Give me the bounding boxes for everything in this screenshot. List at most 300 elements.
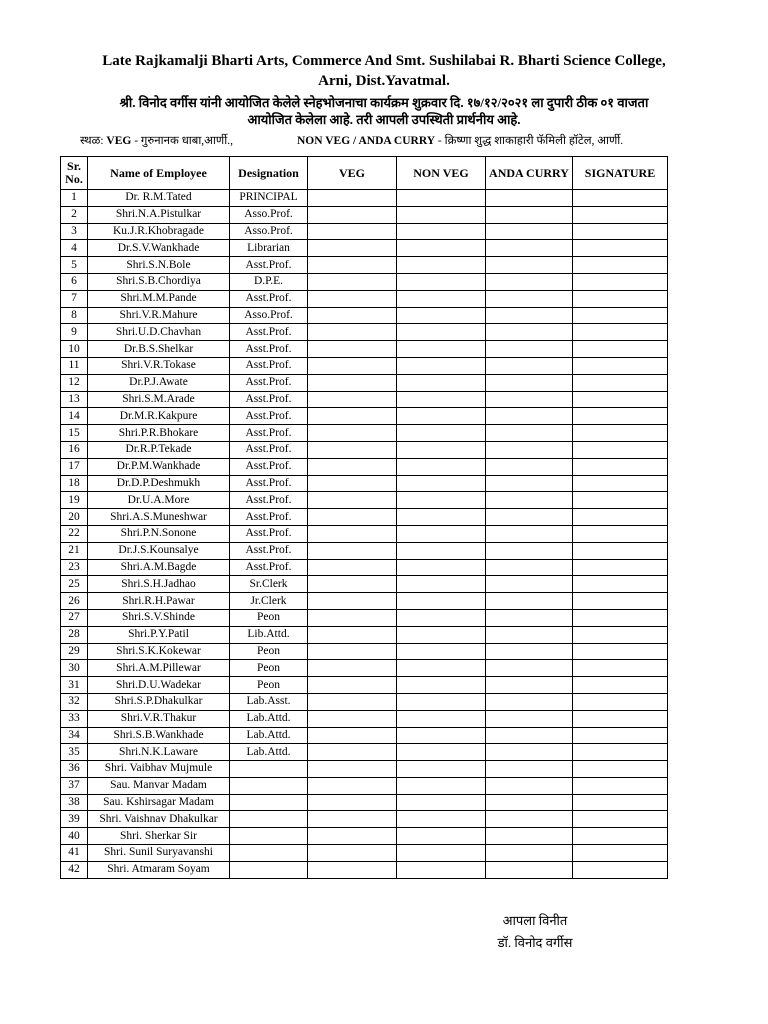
- cell-veg[interactable]: [308, 341, 397, 358]
- cell-signature[interactable]: [573, 257, 668, 274]
- cell-sr-no: 32: [61, 693, 88, 710]
- cell-veg[interactable]: [308, 542, 397, 559]
- cell-veg[interactable]: [308, 861, 397, 878]
- cell-signature[interactable]: [573, 324, 668, 341]
- cell-sr-no: 30: [61, 660, 88, 677]
- table-row: [61, 525, 668, 542]
- cell-sr-no: 20: [61, 509, 88, 526]
- cell-veg[interactable]: [308, 290, 397, 307]
- cell-signature[interactable]: [573, 559, 668, 576]
- cell-signature[interactable]: [573, 307, 668, 324]
- cell-anda-curry[interactable]: [486, 273, 573, 290]
- cell-anda-curry[interactable]: [486, 861, 573, 878]
- cell-veg[interactable]: [308, 559, 397, 576]
- table-row: [61, 425, 668, 442]
- cell-name: Sau. Kshirsagar Madam: [88, 794, 230, 811]
- cell-veg[interactable]: [308, 458, 397, 475]
- signoff-name: डॉ. विनोद वर्गीस: [497, 935, 573, 950]
- cell-veg[interactable]: [308, 576, 397, 593]
- cell-signature[interactable]: [573, 509, 668, 526]
- cell-signature[interactable]: [573, 677, 668, 694]
- cell-veg[interactable]: [308, 744, 397, 761]
- cell-sr-no: 25: [61, 576, 88, 593]
- table-row: [61, 475, 668, 492]
- cell-nonveg[interactable]: [397, 492, 486, 509]
- cell-signature[interactable]: [573, 425, 668, 442]
- cell-nonveg[interactable]: [397, 794, 486, 811]
- cell-name: Shri.A.S.Muneshwar: [88, 509, 230, 526]
- cell-anda-curry[interactable]: [486, 257, 573, 274]
- cell-nonveg[interactable]: [397, 341, 486, 358]
- cell-sr-no: 39: [61, 811, 88, 828]
- cell-anda-curry[interactable]: [486, 441, 573, 458]
- cell-signature[interactable]: [573, 223, 668, 240]
- cell-anda-curry[interactable]: [486, 845, 573, 862]
- venue-veg-label: VEG: [106, 135, 132, 147]
- cell-veg[interactable]: [308, 441, 397, 458]
- cell-anda-curry[interactable]: [486, 727, 573, 744]
- cell-sr-no: 18: [61, 475, 88, 492]
- cell-anda-curry[interactable]: [486, 643, 573, 660]
- cell-nonveg[interactable]: [397, 441, 486, 458]
- cell-veg[interactable]: [308, 408, 397, 425]
- table-row: [61, 223, 668, 240]
- cell-veg[interactable]: [308, 357, 397, 374]
- cell-sr-no: 1: [61, 190, 88, 207]
- cell-signature[interactable]: [573, 206, 668, 223]
- table-row: [61, 845, 668, 862]
- cell-name: Dr.S.V.Wankhade: [88, 240, 230, 257]
- cell-anda-curry[interactable]: [486, 492, 573, 509]
- cell-anda-curry[interactable]: [486, 576, 573, 593]
- cell-nonveg[interactable]: [397, 693, 486, 710]
- cell-signature[interactable]: [573, 794, 668, 811]
- cell-anda-curry[interactable]: [486, 391, 573, 408]
- table-row: [61, 257, 668, 274]
- header-name: Name of Employee: [88, 157, 230, 190]
- cell-nonveg[interactable]: [397, 273, 486, 290]
- cell-name: Shri.R.H.Pawar: [88, 593, 230, 610]
- table-row: [61, 509, 668, 526]
- cell-name: Shri.A.M.Pillewar: [88, 660, 230, 677]
- cell-designation: Asst.Prof.: [230, 441, 308, 458]
- cell-designation: [230, 761, 308, 778]
- cell-veg[interactable]: [308, 677, 397, 694]
- cell-name: Dr.P.M.Wankhade: [88, 458, 230, 475]
- cell-name: Shri.S.P.Dhakulkar: [88, 693, 230, 710]
- cell-veg[interactable]: [308, 761, 397, 778]
- cell-nonveg[interactable]: [397, 525, 486, 542]
- table-row: [61, 576, 668, 593]
- table-row: [61, 391, 668, 408]
- cell-sr-no: 7: [61, 290, 88, 307]
- cell-veg[interactable]: [308, 525, 397, 542]
- cell-sr-no: 38: [61, 794, 88, 811]
- cell-nonveg[interactable]: [397, 559, 486, 576]
- cell-nonveg[interactable]: [397, 240, 486, 257]
- cell-designation: PRINCIPAL: [230, 190, 308, 207]
- cell-sr-no: 42: [61, 861, 88, 878]
- cell-designation: Lib.Attd.: [230, 626, 308, 643]
- cell-anda-curry[interactable]: [486, 744, 573, 761]
- cell-designation: [230, 777, 308, 794]
- cell-sr-no: 11: [61, 357, 88, 374]
- cell-anda-curry[interactable]: [486, 408, 573, 425]
- cell-signature[interactable]: [573, 593, 668, 610]
- table-row: [61, 727, 668, 744]
- cell-nonveg[interactable]: [397, 576, 486, 593]
- cell-name: Shri.S.M.Arade: [88, 391, 230, 408]
- cell-anda-curry[interactable]: [486, 811, 573, 828]
- cell-anda-curry[interactable]: [486, 357, 573, 374]
- cell-name: Shri.P.Y.Patil: [88, 626, 230, 643]
- cell-nonveg[interactable]: [397, 408, 486, 425]
- cell-veg[interactable]: [308, 240, 397, 257]
- cell-nonveg[interactable]: [397, 845, 486, 862]
- cell-anda-curry[interactable]: [486, 710, 573, 727]
- cell-signature[interactable]: [573, 744, 668, 761]
- cell-veg[interactable]: [308, 593, 397, 610]
- cell-anda-curry[interactable]: [486, 290, 573, 307]
- cell-name: Dr. R.M.Tated: [88, 190, 230, 207]
- cell-sr-no: 37: [61, 777, 88, 794]
- table-row: [61, 542, 668, 559]
- cell-signature[interactable]: [573, 660, 668, 677]
- cell-name: Dr.P.J.Awate: [88, 374, 230, 391]
- cell-nonveg[interactable]: [397, 593, 486, 610]
- table-row: [61, 408, 668, 425]
- cell-nonveg[interactable]: [397, 307, 486, 324]
- cell-sr-no: 2: [61, 206, 88, 223]
- cell-signature[interactable]: [573, 811, 668, 828]
- cell-signature[interactable]: [573, 643, 668, 660]
- cell-name: Shri.V.R.Mahure: [88, 307, 230, 324]
- cell-sr-no: 28: [61, 626, 88, 643]
- header-nonveg: NON VEG: [397, 157, 486, 190]
- table-row: [61, 811, 668, 828]
- cell-anda-curry[interactable]: [486, 341, 573, 358]
- cell-anda-curry[interactable]: [486, 693, 573, 710]
- table-row: [61, 626, 668, 643]
- cell-name: Shri.N.K.Laware: [88, 744, 230, 761]
- cell-signature[interactable]: [573, 391, 668, 408]
- cell-signature[interactable]: [573, 357, 668, 374]
- cell-anda-curry[interactable]: [486, 777, 573, 794]
- cell-designation: Asst.Prof.: [230, 425, 308, 442]
- cell-veg[interactable]: [308, 828, 397, 845]
- header-designation: Designation: [230, 157, 308, 190]
- cell-designation: Asst.Prof.: [230, 542, 308, 559]
- college-title-line2: Arni, Dist.Yavatmal.: [318, 73, 450, 89]
- cell-veg[interactable]: [308, 727, 397, 744]
- cell-signature[interactable]: [573, 542, 668, 559]
- cell-veg[interactable]: [308, 609, 397, 626]
- cell-sr-no: 8: [61, 307, 88, 324]
- cell-name: Dr.R.P.Tekade: [88, 441, 230, 458]
- cell-anda-curry[interactable]: [486, 828, 573, 845]
- cell-signature[interactable]: [573, 240, 668, 257]
- cell-anda-curry[interactable]: [486, 542, 573, 559]
- cell-designation: Asso.Prof.: [230, 223, 308, 240]
- cell-sr-no: 13: [61, 391, 88, 408]
- cell-nonveg[interactable]: [397, 710, 486, 727]
- cell-veg[interactable]: [308, 710, 397, 727]
- cell-signature[interactable]: [573, 374, 668, 391]
- cell-name: Shri.U.D.Chavhan: [88, 324, 230, 341]
- cell-name: Dr.J.S.Kounsalye: [88, 542, 230, 559]
- cell-signature[interactable]: [573, 693, 668, 710]
- cell-signature[interactable]: [573, 710, 668, 727]
- cell-designation: D.P.E.: [230, 273, 308, 290]
- cell-signature[interactable]: [573, 408, 668, 425]
- cell-designation: Asst.Prof.: [230, 257, 308, 274]
- cell-signature[interactable]: [573, 727, 668, 744]
- cell-nonveg[interactable]: [397, 626, 486, 643]
- cell-signature[interactable]: [573, 845, 668, 862]
- table-row: [61, 341, 668, 358]
- cell-designation: Lab.Asst.: [230, 693, 308, 710]
- cell-nonveg[interactable]: [397, 643, 486, 660]
- cell-sr-no: 23: [61, 559, 88, 576]
- cell-designation: [230, 845, 308, 862]
- cell-sr-no: 33: [61, 710, 88, 727]
- cell-signature[interactable]: [573, 626, 668, 643]
- cell-signature[interactable]: [573, 525, 668, 542]
- cell-veg[interactable]: [308, 475, 397, 492]
- cell-nonveg[interactable]: [397, 609, 486, 626]
- cell-name: Shri.P.N.Sonone: [88, 525, 230, 542]
- cell-anda-curry[interactable]: [486, 677, 573, 694]
- table-row: [61, 290, 668, 307]
- table-row: [61, 777, 668, 794]
- cell-anda-curry[interactable]: [486, 240, 573, 257]
- cell-nonveg[interactable]: [397, 861, 486, 878]
- cell-sr-no: 9: [61, 324, 88, 341]
- cell-nonveg[interactable]: [397, 374, 486, 391]
- cell-anda-curry[interactable]: [486, 425, 573, 442]
- cell-nonveg[interactable]: [397, 509, 486, 526]
- cell-veg[interactable]: [308, 811, 397, 828]
- cell-veg[interactable]: [308, 660, 397, 677]
- venue-veg: [80, 134, 233, 148]
- cell-designation: Asst.Prof.: [230, 391, 308, 408]
- cell-anda-curry[interactable]: [486, 374, 573, 391]
- header-veg: VEG: [308, 157, 397, 190]
- cell-nonveg[interactable]: [397, 357, 486, 374]
- cell-anda-curry[interactable]: [486, 509, 573, 526]
- cell-designation: Asso.Prof.: [230, 307, 308, 324]
- cell-signature[interactable]: [573, 761, 668, 778]
- cell-designation: Asst.Prof.: [230, 357, 308, 374]
- table-row: [61, 374, 668, 391]
- cell-designation: Lab.Attd.: [230, 744, 308, 761]
- table-row: [61, 307, 668, 324]
- cell-designation: Asst.Prof.: [230, 374, 308, 391]
- cell-veg[interactable]: [308, 509, 397, 526]
- cell-name: Shri.S.N.Bole: [88, 257, 230, 274]
- cell-name: Shri.A.M.Bagde: [88, 559, 230, 576]
- invitation-notice: [0, 94, 768, 128]
- table-row: [61, 492, 668, 509]
- cell-anda-curry[interactable]: [486, 609, 573, 626]
- cell-veg[interactable]: [308, 693, 397, 710]
- invitation-notice-line2: आयोजित केलेला आहे. तरी आपली उपस्थिती प्रार्थनीय आहे.: [247, 112, 521, 127]
- header-sr-no: Sr. No.: [61, 157, 88, 190]
- cell-nonveg[interactable]: [397, 660, 486, 677]
- cell-nonveg[interactable]: [397, 458, 486, 475]
- cell-veg[interactable]: [308, 324, 397, 341]
- cell-signature[interactable]: [573, 861, 668, 878]
- cell-name: Shri.P.R.Bhokare: [88, 425, 230, 442]
- cell-sr-no: 35: [61, 744, 88, 761]
- table-body: [61, 190, 668, 879]
- cell-designation: Asst.Prof.: [230, 458, 308, 475]
- cell-name: Shri.S.H.Jadhao: [88, 576, 230, 593]
- cell-veg[interactable]: [308, 643, 397, 660]
- cell-nonveg[interactable]: [397, 223, 486, 240]
- table-row: [61, 324, 668, 341]
- cell-veg[interactable]: [308, 794, 397, 811]
- cell-sr-no: 4: [61, 240, 88, 257]
- cell-signature[interactable]: [573, 576, 668, 593]
- cell-nonveg[interactable]: [397, 290, 486, 307]
- cell-veg[interactable]: [308, 845, 397, 862]
- cell-nonveg[interactable]: [397, 727, 486, 744]
- cell-signature[interactable]: [573, 777, 668, 794]
- cell-anda-curry[interactable]: [486, 593, 573, 610]
- cell-nonveg[interactable]: [397, 475, 486, 492]
- cell-nonveg[interactable]: [397, 777, 486, 794]
- cell-sr-no: 10: [61, 341, 88, 358]
- cell-nonveg[interactable]: [397, 190, 486, 207]
- venue-nonveg: [297, 134, 623, 148]
- cell-designation: Peon: [230, 660, 308, 677]
- cell-anda-curry[interactable]: [486, 761, 573, 778]
- table-row: [61, 761, 668, 778]
- cell-nonveg[interactable]: [397, 391, 486, 408]
- signoff-line1: आपला विनीत: [502, 913, 568, 928]
- cell-veg[interactable]: [308, 492, 397, 509]
- cell-designation: Asst.Prof.: [230, 290, 308, 307]
- venue-veg-text: - गुरुनानक धाबा,आर्णी.,: [131, 135, 233, 147]
- table-row: [61, 593, 668, 610]
- cell-veg[interactable]: [308, 626, 397, 643]
- cell-designation: Librarian: [230, 240, 308, 257]
- cell-nonveg[interactable]: [397, 425, 486, 442]
- cell-anda-curry[interactable]: [486, 626, 573, 643]
- cell-nonveg[interactable]: [397, 744, 486, 761]
- table-row: [61, 458, 668, 475]
- cell-name: Ku.J.R.Khobragade: [88, 223, 230, 240]
- cell-name: Shri.S.K.Kokewar: [88, 643, 230, 660]
- cell-sr-no: 41: [61, 845, 88, 862]
- cell-designation: Asst.Prof.: [230, 341, 308, 358]
- table-row: [61, 609, 668, 626]
- cell-veg[interactable]: [308, 190, 397, 207]
- cell-signature[interactable]: [573, 458, 668, 475]
- cell-anda-curry[interactable]: [486, 794, 573, 811]
- cell-veg[interactable]: [308, 307, 397, 324]
- cell-designation: Peon: [230, 643, 308, 660]
- venue-nonveg-label: NON VEG / ANDA CURRY: [297, 135, 436, 147]
- cell-nonveg[interactable]: [397, 761, 486, 778]
- table-row: [61, 677, 668, 694]
- venue-nonveg-text: - क्रिष्णा शुद्ध शाकाहारी फॅमिली हॉटेल, आर्णी.: [435, 135, 624, 147]
- cell-nonveg[interactable]: [397, 677, 486, 694]
- cell-veg[interactable]: [308, 206, 397, 223]
- cell-veg[interactable]: [308, 425, 397, 442]
- cell-sr-no: 16: [61, 441, 88, 458]
- cell-signature[interactable]: [573, 341, 668, 358]
- cell-signature[interactable]: [573, 273, 668, 290]
- cell-designation: Lab.Attd.: [230, 710, 308, 727]
- cell-signature[interactable]: [573, 609, 668, 626]
- cell-veg[interactable]: [308, 223, 397, 240]
- cell-veg[interactable]: [308, 257, 397, 274]
- cell-sr-no: 17: [61, 458, 88, 475]
- cell-anda-curry[interactable]: [486, 223, 573, 240]
- cell-veg[interactable]: [308, 777, 397, 794]
- table-row: [61, 240, 668, 257]
- header-signature: SIGNATURE: [573, 157, 668, 190]
- cell-veg[interactable]: [308, 374, 397, 391]
- cell-nonveg[interactable]: [397, 324, 486, 341]
- cell-name: Shri.V.R.Tokase: [88, 357, 230, 374]
- cell-name: Sau. Manvar Madam: [88, 777, 230, 794]
- cell-signature[interactable]: [573, 190, 668, 207]
- cell-signature[interactable]: [573, 475, 668, 492]
- cell-designation: Lab.Attd.: [230, 727, 308, 744]
- cell-signature[interactable]: [573, 290, 668, 307]
- cell-sr-no: 36: [61, 761, 88, 778]
- cell-name: Shri.S.B.Wankhade: [88, 727, 230, 744]
- cell-anda-curry[interactable]: [486, 206, 573, 223]
- cell-sr-no: 14: [61, 408, 88, 425]
- cell-nonveg[interactable]: [397, 542, 486, 559]
- cell-signature[interactable]: [573, 441, 668, 458]
- cell-sr-no: 6: [61, 273, 88, 290]
- cell-sr-no: 34: [61, 727, 88, 744]
- cell-anda-curry[interactable]: [486, 307, 573, 324]
- cell-anda-curry[interactable]: [486, 458, 573, 475]
- cell-sr-no: 22: [61, 525, 88, 542]
- cell-veg[interactable]: [308, 391, 397, 408]
- cell-anda-curry[interactable]: [486, 475, 573, 492]
- cell-signature[interactable]: [573, 828, 668, 845]
- cell-name: Shri.D.U.Wadekar: [88, 677, 230, 694]
- cell-designation: [230, 828, 308, 845]
- venue-prefix: स्थळ:: [80, 135, 107, 147]
- cell-name: Dr.M.R.Kakpure: [88, 408, 230, 425]
- cell-anda-curry[interactable]: [486, 324, 573, 341]
- table-row: [61, 190, 668, 207]
- cell-anda-curry[interactable]: [486, 660, 573, 677]
- cell-sr-no: 19: [61, 492, 88, 509]
- cell-veg[interactable]: [308, 273, 397, 290]
- cell-nonveg[interactable]: [397, 257, 486, 274]
- cell-nonveg[interactable]: [397, 206, 486, 223]
- cell-anda-curry[interactable]: [486, 525, 573, 542]
- cell-name: Shri. Sunil Suryavanshi: [88, 845, 230, 862]
- table-header-row: [61, 157, 668, 190]
- cell-signature[interactable]: [573, 492, 668, 509]
- cell-anda-curry[interactable]: [486, 559, 573, 576]
- cell-designation: [230, 861, 308, 878]
- cell-nonveg[interactable]: [397, 828, 486, 845]
- cell-nonveg[interactable]: [397, 811, 486, 828]
- cell-sr-no: 31: [61, 677, 88, 694]
- cell-anda-curry[interactable]: [486, 190, 573, 207]
